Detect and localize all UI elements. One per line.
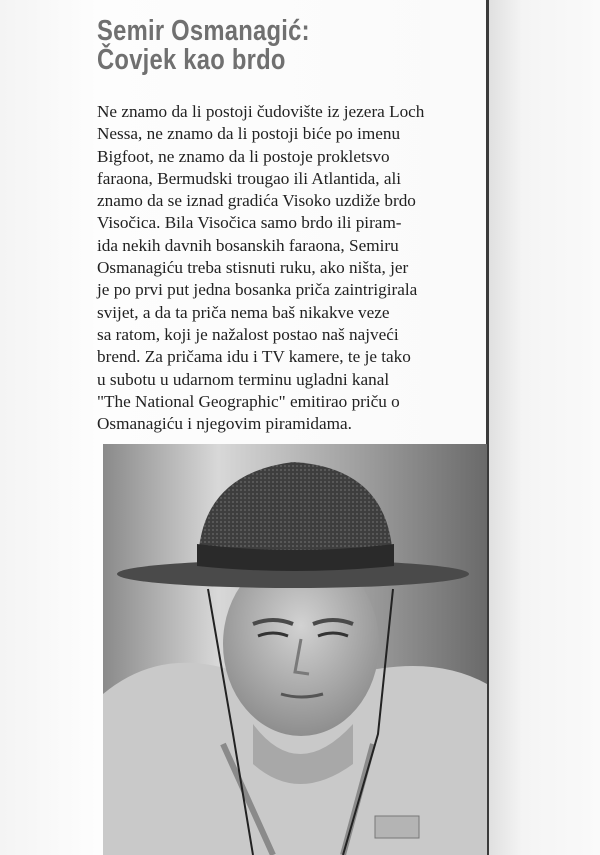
body-line: Nessa, ne znamo da li postoji biće po imenu — [97, 124, 401, 144]
body-line: Osmanagiću treba stisnuti ruku, ako ništa, jer — [97, 258, 409, 278]
article-body — [97, 101, 497, 435]
body-line: u subotu u udarnom terminu ugladni kanal — [97, 369, 390, 389]
body-line: svijet, a da ta priča nema baš nikakve veze — [97, 302, 390, 322]
body-line: faraona, Bermudski trougao ili Atlantida, ali — [97, 168, 402, 188]
body-line: sa ratom, koji je nažalost postao naš najveći — [97, 324, 399, 344]
facing-page-edge — [489, 0, 600, 855]
body-line: Ne znamo da li postoji čudovište iz jezera Loch — [97, 102, 425, 121]
body-line: znamo da se iznad gradića Visoko uzdiže brdo — [97, 191, 416, 211]
body-line: Osmanagiću i njegovim piramidama. — [97, 414, 352, 434]
body-line: Visočica. Bila Visočica samo brdo ili piram- — [97, 213, 402, 233]
portrait-photo — [103, 444, 487, 855]
body-line: ida nekih davnih bosanskih faraona, Semiru — [97, 235, 399, 255]
body-line: brend. Za pričama idu i TV kamere, te je tako — [97, 347, 411, 367]
title-line: Semir Osmanagić: — [97, 15, 310, 47]
body-line: Bigfoot, ne znamo da li postoje prokletsvo — [97, 146, 390, 166]
body-line: "The National Geographic" emitirao priču o — [97, 391, 400, 411]
title-line: Čovjek kao brdo — [97, 44, 286, 76]
article-title — [97, 17, 310, 75]
body-line: je po prvi put jedna bosanka priča zaintrigirala — [97, 280, 418, 300]
